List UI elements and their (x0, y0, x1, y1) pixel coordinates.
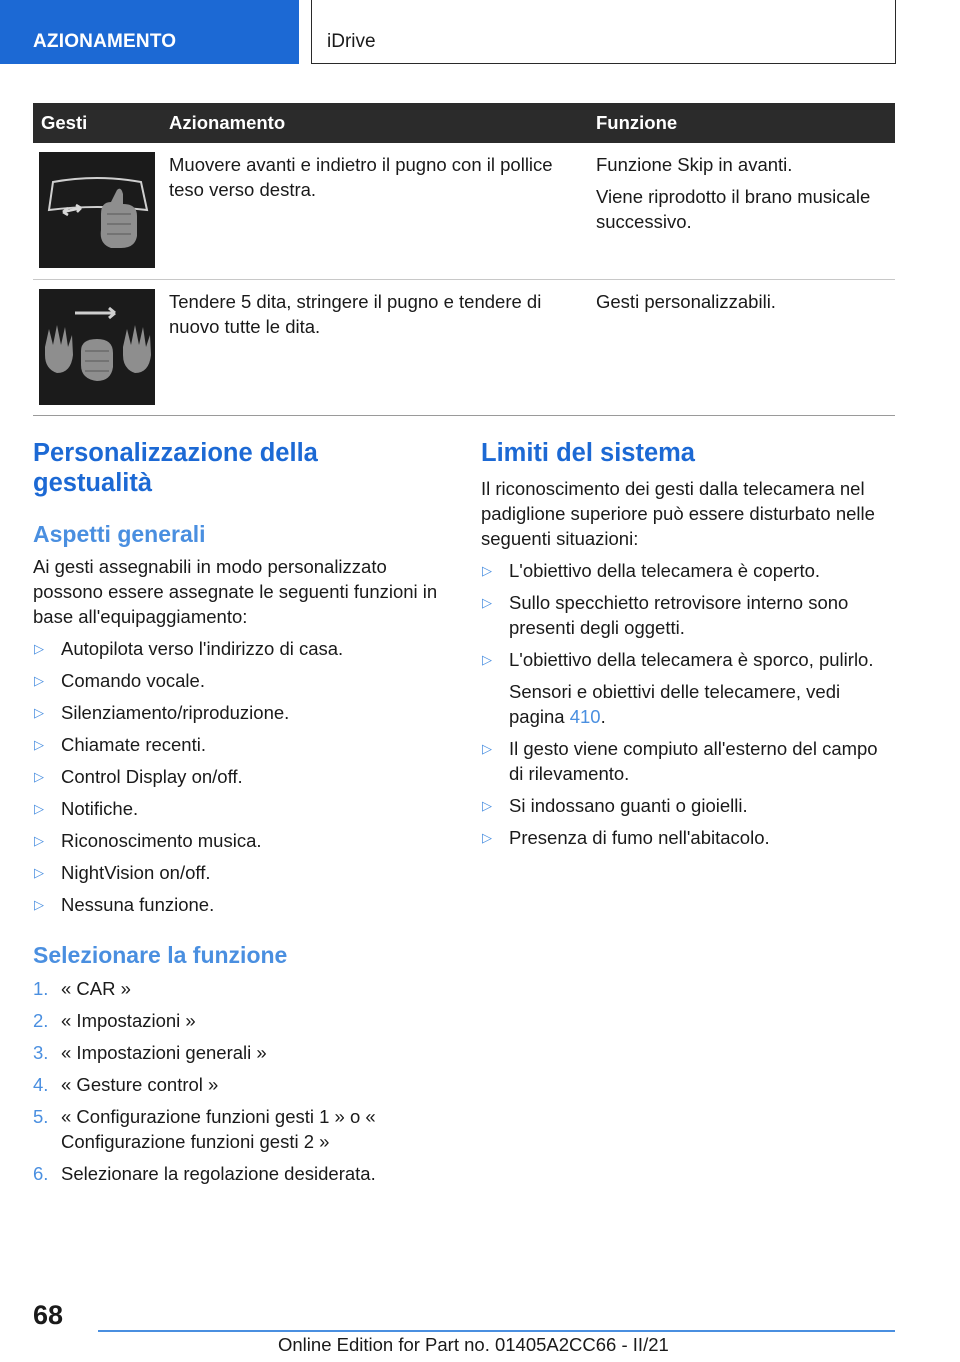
list-item: ▷ Comando vocale. (34, 670, 205, 691)
list-item: ▷ NightVision on/off. (34, 862, 211, 883)
subheading-selezionare-funzione: Selezionare la funzione (33, 942, 288, 968)
step-item: 6. Selezionare la regolazione desiderata. (33, 1163, 376, 1184)
triangle-bullet-icon: ▷ (482, 652, 492, 667)
gesture-skip-illustration (39, 152, 155, 268)
function-cell (588, 143, 895, 279)
operation-cell: Tendere 5 dita, stringere il pugno e tendere di nuovo tutte le dita. (161, 279, 588, 415)
list-item: ▷ Nessuna funzione. (34, 894, 215, 915)
triangle-bullet-icon: ▷ (34, 769, 44, 784)
right-column (481, 438, 895, 850)
operation-cell: Muovere avanti e indietro il pugno con il pollice teso verso destra. (161, 143, 588, 279)
step-item: 2. « Impostazioni » (33, 1010, 196, 1031)
list-item: ▷ Control Display on/off. (34, 766, 243, 787)
section-heading-limiti: Limiti del sistema (481, 439, 695, 467)
function-detail: Viene riprodotto il brano musicale successivo. (596, 186, 871, 232)
section-heading-personalizzazione: Personalizzazione della gestualità (33, 439, 318, 497)
triangle-bullet-icon: ▷ (482, 595, 492, 610)
triangle-bullet-icon: ▷ (34, 833, 44, 848)
left-column (33, 438, 443, 1186)
list-item: ▷ Si indossano guanti o gioielli. (482, 795, 748, 816)
page-header (0, 0, 960, 66)
triangle-bullet-icon: ▷ (482, 798, 492, 813)
footer-edition: Online Edition for Part no. 01405A2CC66 - II/21 (278, 1334, 669, 1355)
list-item: ▷ Presenza di fumo nell'abitacolo. (482, 827, 770, 848)
list-item: ▷ Notifiche. (34, 798, 139, 819)
cross-reference-note: Sensori e obiettivi delle telecamere, vedi pagina 410. (509, 681, 841, 727)
triangle-bullet-icon: ▷ (34, 641, 44, 656)
gesture-table (33, 103, 895, 416)
step-item: 5. « Configurazione funzioni gesti 1 » o « Configurazione funzioni gesti 2 » (33, 1106, 376, 1152)
triangle-bullet-icon: ▷ (34, 897, 44, 912)
triangle-bullet-icon: ▷ (34, 673, 44, 688)
table-row (33, 279, 895, 415)
list-item: ▷ Sullo specchietto retrovisore interno sono presenti degli oggetti. (482, 592, 849, 638)
limits-intro-paragraph: Il riconoscimento dei gesti dalla telecamera nel padiglione superiore può essere disturbato nelle seguenti situazioni: (481, 478, 875, 549)
triangle-bullet-icon: ▷ (34, 801, 44, 816)
step-item: 1. « CAR » (33, 978, 131, 999)
limits-list (481, 558, 895, 850)
triangle-bullet-icon: ▷ (34, 705, 44, 720)
list-item: ▷ L'obiettivo della telecamera è coperto. (482, 560, 821, 581)
subheading-aspetti-generali: Aspetti generali (33, 521, 206, 547)
table-header-row (33, 103, 895, 143)
page-number: 68 (33, 1300, 64, 1330)
steps-list (33, 976, 443, 1186)
page-link[interactable]: 410 (569, 706, 601, 727)
table-header-azionamento: Azionamento (161, 103, 588, 143)
function-cell (588, 279, 895, 415)
function-options-list (33, 636, 443, 917)
function-text: Funzione Skip in avanti. (596, 154, 793, 175)
table-header-gesti: Gesti (33, 103, 161, 143)
list-item: ▷ Silenziamento/riproduzione. (34, 702, 290, 723)
step-item: 4. « Gesture control » (33, 1074, 219, 1095)
list-item: ▷ Il gesto viene compiuto all'esterno del campo di rilevamento. (482, 738, 878, 784)
triangle-bullet-icon: ▷ (482, 741, 492, 756)
triangle-bullet-icon: ▷ (482, 563, 492, 578)
function-text: Gesti personalizzabili. (596, 290, 776, 312)
step-item: 3. « Impostazioni generali » (33, 1042, 267, 1063)
section-tab: AZIONAMENTO (0, 0, 299, 64)
triangle-bullet-icon: ▷ (482, 830, 492, 845)
intro-paragraph: Ai gesti assegnabili in modo personalizzato possono essere assegnate le seguenti funzioni in base all'equipaggiamento: (33, 556, 438, 627)
gesture-custom-illustration (39, 289, 155, 405)
chapter-title: iDrive (311, 0, 896, 64)
list-item: ▷ Chiamate recenti. (34, 734, 206, 755)
table-header-funzione: Funzione (588, 103, 895, 143)
footer-divider (98, 1330, 895, 1332)
list-item: ▷ Autopilota verso l'indirizzo di casa. (34, 638, 344, 659)
triangle-bullet-icon: ▷ (34, 737, 44, 752)
list-item: ▷ Riconoscimento musica. (34, 830, 262, 851)
table-row (33, 143, 895, 279)
triangle-bullet-icon: ▷ (34, 865, 44, 880)
list-item: ▷ L'obiettivo della telecamera è sporco, pulirlo. Sensori e obiettivi delle telecamere, vedi pagina 410. (481, 647, 895, 729)
